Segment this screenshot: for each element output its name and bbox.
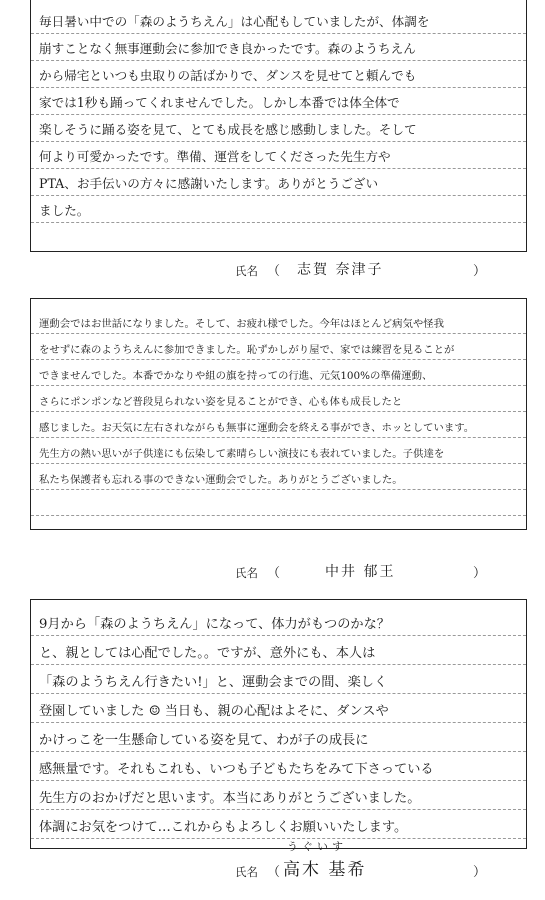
comment-line: 楽しそうに踊る姿を見て、とても成長を感じ感動しました。そして — [31, 114, 526, 142]
paren-open: （ — [267, 566, 281, 581]
comment-line: 感じました。お天気に左右されながらも無事に運動会を終える事ができ、ホッとしています。 — [31, 411, 526, 438]
name-field-1 — [235, 255, 495, 279]
name-label: 氏名 — [235, 865, 258, 879]
comment-line: から帰宅といつも虫取りの話ばかりで、ダンスを見せてと頼んでも — [31, 60, 526, 88]
comment-card-3 — [30, 599, 527, 849]
paren-close: ） — [473, 264, 487, 279]
comment-line: かけっこを一生懸命している姿を見て、わが子の成長に — [31, 724, 526, 752]
comment-line: 毎日暑い中での「森のようちえん」は心配もしていましたが、体調を — [31, 6, 526, 34]
comment-line: 「森のようちえん行きたい!」と、運動会までの間、楽しく — [31, 666, 526, 694]
name-label: 氏名 — [235, 566, 258, 580]
comment-line: PTA、お手伝いの方々に感謝いたします。ありがとうござい — [31, 168, 526, 196]
comment-line: 登園していました ☺ 当日も、親の心配はよそに、ダンスや — [31, 695, 526, 723]
comment-card-1 — [30, 0, 527, 252]
name-value: 中井 郁王 — [325, 564, 396, 580]
comment-line: 9月から「森のようちえん」になって、体力がもつのかな？ — [31, 608, 526, 636]
name-value: 志賀 奈津子 — [297, 262, 384, 278]
comment-line: 感無量です。それもこれも、いつも子どもたちをみて下さっている — [31, 753, 526, 781]
comment-line: さらにポンポンなど普段見られない姿を見ることができ、心も体も成長したと — [31, 385, 526, 412]
comment-line: 私たち保護者も忘れる事のできない運動会でした。ありがとうございました。 — [31, 463, 526, 490]
comment-line: 先生方の熱い思いが子供達にも伝染して素晴らしい演技にも表れていました。子供達を — [31, 437, 526, 464]
name-field-2 — [235, 557, 495, 581]
name-ruby: うぐいす — [287, 840, 347, 853]
name-field-3 — [235, 840, 495, 880]
comment-line: 体調にお気をつけて…これからもよろしくお願いいたします。 — [31, 811, 526, 839]
comment-lines — [31, 0, 526, 251]
paren-close: ） — [473, 566, 487, 581]
comment-card-2 — [30, 298, 527, 530]
comment-line: 何より可愛かったです。準備、運営をしてくださった先生方や — [31, 141, 526, 169]
name-label: 氏名 — [235, 264, 258, 278]
comment-lines — [31, 299, 526, 529]
comment-line: 先生方のおかげだと思います。本当にありがとうございました。 — [31, 782, 526, 810]
comment-line: 運動会ではお世話になりました。そして、お疲れ様でした。今年はほとんど病気や怪我 — [31, 307, 526, 334]
paren-close: ） — [473, 865, 487, 880]
comment-line: ました。 — [31, 195, 526, 223]
comment-line: と、親としては心配でした。。ですが、意外にも、本人は — [31, 637, 526, 665]
comment-line — [31, 489, 526, 516]
comment-line: 崩すことなく無事運動会に参加でき良かったです。森のようちえん — [31, 33, 526, 61]
comment-line: できませんでした。本番でかなりや組の旗を持っての行進、元気100%の準備運動、 — [31, 359, 526, 386]
paren-open: （ — [267, 865, 281, 880]
comment-lines — [31, 600, 526, 848]
comment-line: 家では1秒も踊ってくれませんでした。しかし本番では体全体で — [31, 87, 526, 115]
paren-open: （ — [267, 264, 281, 279]
name-value: 高木 基希 — [283, 860, 367, 880]
comment-line: をせずに森のようちえんに参加できました。恥ずかしがり屋で、家では練習を見ることが — [31, 333, 526, 360]
